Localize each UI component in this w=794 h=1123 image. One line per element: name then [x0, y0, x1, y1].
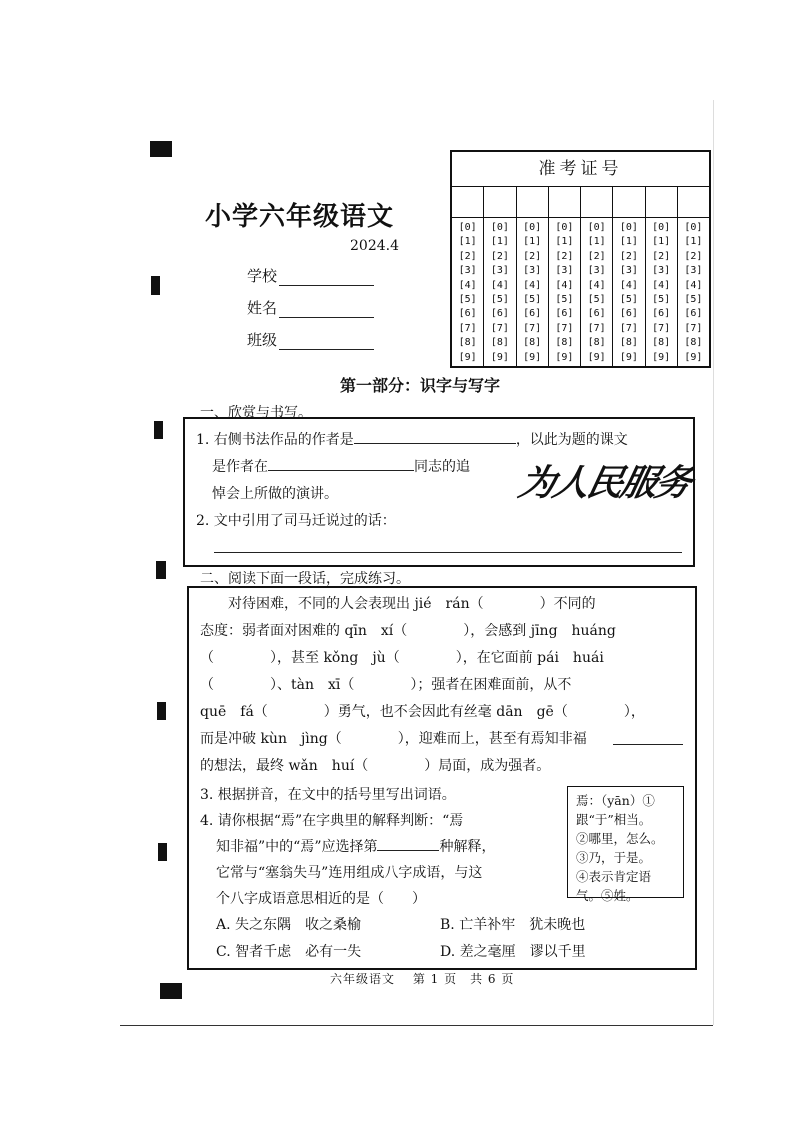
scan-edge [713, 100, 714, 1025]
registration-mark [154, 421, 163, 439]
bubble-digits[interactable]: [0] [1] [2] [3] [4] [5] [6] [7] [8] [9] [490, 222, 509, 363]
dictionary-line: ③乃，于是。 [576, 850, 652, 865]
question-text: 知非福”中的“焉”应选择第 [216, 839, 378, 855]
dictionary-line: 气。⑤姓。 [576, 888, 639, 903]
name-field[interactable] [247, 297, 374, 318]
answer-line[interactable] [214, 552, 682, 553]
name-label: 姓名 [247, 299, 278, 317]
exam-id-label: 准考证号 [452, 152, 709, 187]
exam-id-column [678, 187, 709, 367]
exam-id-column [517, 187, 549, 367]
name-blank[interactable] [279, 303, 374, 318]
school-blank[interactable] [279, 271, 374, 286]
option-a[interactable]: A. 失之东隅 收之桑榆 [216, 917, 362, 933]
exam-id-write-cell[interactable] [678, 187, 709, 218]
exam-id-write-cell[interactable] [613, 187, 644, 218]
answer-blank[interactable] [377, 837, 439, 851]
dictionary-entry [568, 787, 683, 905]
question-text: 种解释， [439, 839, 496, 855]
registration-mark [157, 702, 166, 720]
question-text: ，以此为题的课文 [515, 432, 628, 448]
exam-id-column [581, 187, 613, 367]
question-text: 是作者在 [212, 459, 268, 475]
question-text: 同志的追 [414, 459, 470, 475]
exam-id-write-cell[interactable] [581, 187, 612, 218]
question-text: 1. 右侧书法作品的作者是 [196, 432, 354, 448]
exam-id-column [549, 187, 581, 367]
registration-mark [150, 141, 172, 157]
exam-id-box [450, 150, 711, 368]
passage-line: 的想法，最终 wǎn huí（ ）局面，成为强者。 [200, 758, 551, 774]
passage-line: 而是冲破 kùn jìng（ ），迎难而上，甚至有焉知非福 [200, 731, 587, 747]
calligraphy-artwork: 为人民服务 [515, 462, 694, 504]
bubble-digits[interactable]: [0] [1] [2] [3] [4] [5] [6] [7] [8] [9] [523, 222, 542, 363]
registration-mark [156, 561, 166, 579]
dictionary-line: 焉：（yān）① [576, 793, 655, 808]
bubble-digits[interactable]: [0] [1] [2] [3] [4] [5] [6] [7] [8] [9] [652, 222, 671, 363]
bubble-digits[interactable]: [0] [1] [2] [3] [4] [5] [6] [7] [8] [9] [619, 222, 638, 363]
page-title: 小学六年级语文 [205, 202, 395, 232]
dictionary-line: ④表示肯定语 [576, 869, 652, 884]
class-field[interactable] [247, 329, 374, 350]
exam-id-column [613, 187, 645, 367]
registration-mark [160, 983, 182, 999]
section-heading: 一、欣赏与书写。 [200, 405, 312, 421]
question-1-line-1 [196, 429, 628, 449]
question-2: 2. 文中引用了司马迁说过的话： [196, 513, 396, 529]
dictionary-box [567, 786, 684, 903]
question-4-line: 个八字成语意思相近的是（ ） [216, 891, 426, 907]
exam-id-column [484, 187, 516, 367]
exam-id-write-cell[interactable] [549, 187, 580, 218]
passage-line: quē fá（ ）勇气，也不会因此有丝毫 dān gē（ ）， [200, 704, 645, 720]
exam-date: 2024.4 [350, 238, 399, 254]
class-label: 班级 [247, 331, 278, 349]
registration-mark [158, 843, 167, 861]
passage-line: （ ）、tàn xī（ ）；强者在困难面前，从不 [200, 677, 572, 693]
question-3: 3. 根据拼音，在文中的括号里写出词语。 [200, 787, 456, 803]
page-footer: 六年级语文 第 1 页 共 6 页 [330, 972, 515, 986]
passage-line: （ ），甚至 kǒng jù（ ），在它面前 pái huái [200, 650, 604, 666]
question-1-line-2 [212, 456, 470, 476]
dictionary-line: ②哪里，怎么。 [576, 831, 664, 846]
bubble-digits[interactable]: [0] [1] [2] [3] [4] [5] [6] [7] [8] [9] [684, 222, 703, 363]
exam-id-write-cell[interactable] [484, 187, 515, 218]
school-field[interactable] [247, 265, 374, 286]
class-blank[interactable] [279, 335, 374, 350]
passage-line: 对待困难，不同的人会表现出 jié rán（ ）不同的 [200, 596, 596, 612]
question-1-line-3: 悼会上所做的演讲。 [212, 486, 338, 502]
passage-line: 态度：弱者面对困难的 qīn xí（ ），会感到 jīng huáng [200, 623, 616, 639]
answer-blank[interactable] [268, 457, 414, 471]
exam-id-column [452, 187, 484, 367]
exam-id-write-cell[interactable] [646, 187, 677, 218]
question-4-line: 它常与“塞翁失马”连用组成八字成语，与这 [216, 865, 483, 881]
option-d[interactable]: D. 差之毫厘 谬以千里 [440, 944, 586, 960]
option-b[interactable]: B. 亡羊补牢 犹未晚也 [440, 917, 586, 933]
part-heading: 第一部分：识字与写字 [340, 376, 501, 395]
option-c[interactable]: C. 智者千虑 必有一失 [216, 944, 362, 960]
bubble-digits[interactable]: [0] [1] [2] [3] [4] [5] [6] [7] [8] [9] [555, 222, 574, 363]
bubble-digits[interactable]: [0] [1] [2] [3] [4] [5] [6] [7] [8] [9] [587, 222, 606, 363]
question-4-line [216, 836, 495, 856]
question-4-line: 4. 请你根据“焉”在字典里的解释判断：“焉 [200, 813, 464, 829]
registration-mark [151, 276, 160, 295]
section2-box [187, 586, 697, 970]
dictionary-line: 跟“于”相当。 [576, 812, 652, 827]
exam-id-write-cell[interactable] [452, 187, 483, 218]
exam-id-write-cell[interactable] [517, 187, 548, 218]
bubble-digits[interactable]: [0] [1] [2] [3] [4] [5] [6] [7] [8] [9] [458, 222, 477, 363]
page-bottom-rule [120, 1025, 713, 1026]
exam-id-column [646, 187, 678, 367]
section-heading: 二、阅读下面一段话，完成练习。 [200, 571, 410, 587]
underline-phrase [613, 744, 683, 745]
answer-blank[interactable] [354, 430, 516, 444]
exam-id-grid [452, 187, 709, 367]
school-label: 学校 [247, 267, 278, 285]
